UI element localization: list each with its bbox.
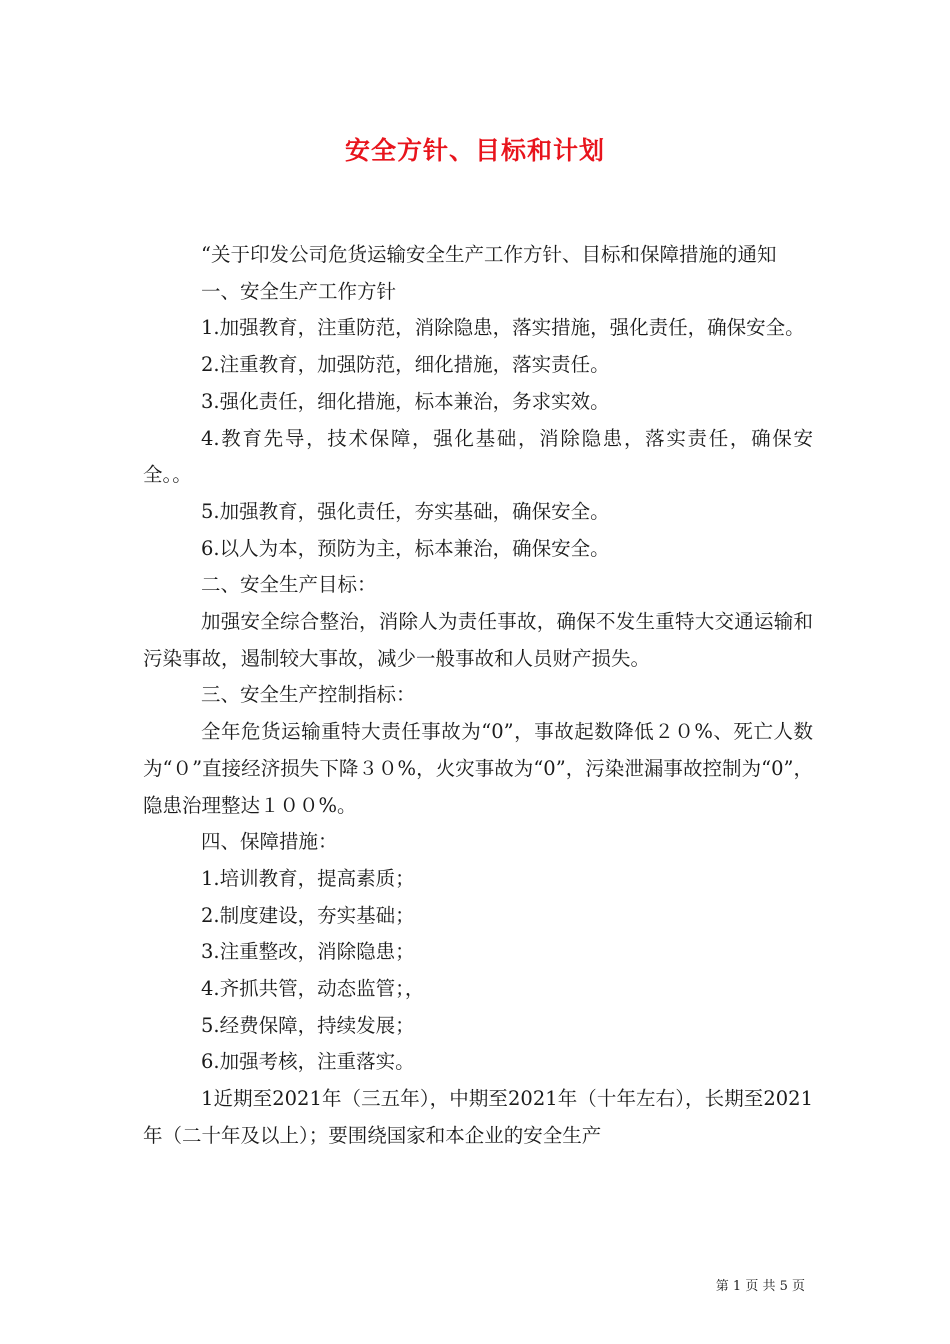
- list-item: 4.齐抓共管，动态监管；，: [201, 977, 425, 1001]
- section-heading: 四、保障措施：: [201, 830, 338, 854]
- section-heading: 一、安全生产工作方针: [201, 279, 397, 303]
- list-item: 1.培训教育，提高素质；: [201, 866, 415, 890]
- paragraph: 全年危货运输重特大责任事故为“0”，事故起数降低２０%、死亡人数为“０”直接经济损失下降３０%，火灾事故为“0”，污染泄漏事故控制为“0”，隐患治理整达１００%。: [143, 720, 813, 817]
- paragraph: “关于印发公司危货运输安全生产工作方针、目标和保障措施的通知: [201, 243, 777, 266]
- list-item: 3.注重整改，消除隐患；: [201, 940, 415, 964]
- list-item: 1.加强教育，注重防范，消除隐患，落实措施，强化责任，确保安全。: [201, 316, 805, 340]
- section-heading: 二、安全生产目标：: [201, 573, 377, 597]
- list-item: 6.加强考核，注重落实。: [201, 1050, 415, 1074]
- document-body: [143, 237, 813, 1155]
- document-title: 安全方针、目标和计划: [344, 136, 605, 165]
- page-number: 第 1 页 共 5 页: [715, 1279, 805, 1294]
- list-item: 2.制度建设，夯实基础；: [201, 903, 415, 927]
- paragraph: 加强安全综合整治，消除人为责任事故，确保不发生重特大交通运输和污染事故，遏制较大事故，减少一般事故和人员财产损失。: [143, 610, 813, 670]
- paragraph: 1近期至2021年（三五年），中期至2021年（十年左右），长期至2021年（二十年及以上）；要围绕国家和本企业的安全生产: [143, 1087, 813, 1147]
- list-item: 5.经费保障，持续发展；: [201, 1013, 415, 1037]
- section-heading: 三、安全生产控制指标：: [201, 683, 416, 707]
- list-item: 2.注重教育，加强防范，细化措施，落实责任。: [201, 353, 610, 377]
- list-item: 6.以人为本，预防为主，标本兼治，确保安全。: [201, 536, 610, 560]
- list-item: 5.加强教育，强化责任，夯实基础，确保安全。: [201, 499, 610, 523]
- list-item: 4.教育先导，技术保障，强化基础，消除隐患，落实责任，确保安全。。: [143, 426, 813, 487]
- list-item: 3.强化责任，细化措施，标本兼治，务求实效。: [201, 389, 610, 413]
